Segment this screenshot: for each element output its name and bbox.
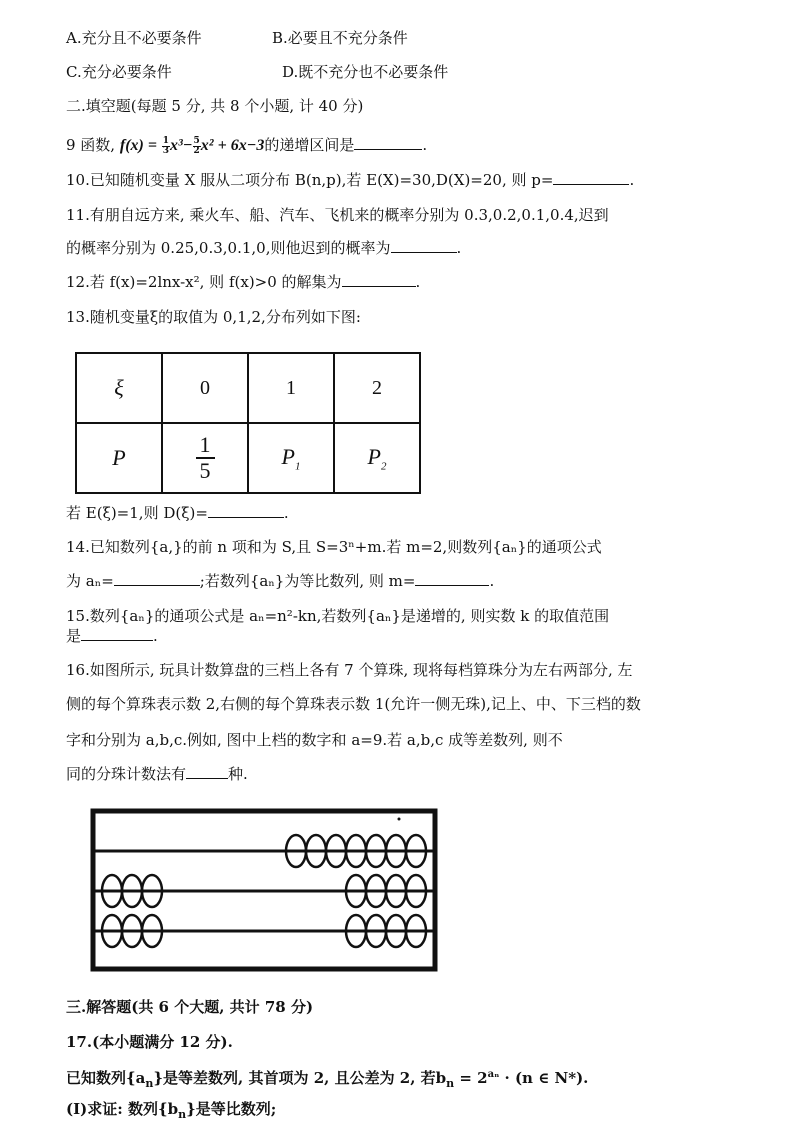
- p1-subscript: 1: [294, 460, 301, 473]
- question-13: 13.随机变量ξ的取值为 0,1,2,分布列如下图:: [66, 308, 361, 326]
- section2-header: 二.填空题(每题 5 分, 共 8 个小题, 计 40 分): [66, 97, 364, 115]
- abacus-dot: [398, 818, 401, 821]
- table-cell-p-label: P: [76, 423, 162, 493]
- distribution-row-probabilities: [76, 423, 420, 493]
- q9-frac1-den: 3: [162, 145, 170, 156]
- q15-line2: 是: [66, 627, 82, 645]
- q14-answer-blank-1[interactable]: [114, 571, 200, 586]
- q17-stmt-b: }是等差数列, 其首项为 2, 且公差为 2, 若b: [153, 1069, 447, 1087]
- q14-end: .: [489, 572, 495, 590]
- fraction-denominator: 5: [199, 457, 211, 483]
- distribution-row-values: [76, 353, 420, 423]
- choice-c: C.充分必要条件: [66, 63, 172, 81]
- table-cell-1: 1: [248, 353, 334, 423]
- q15-answer-blank[interactable]: [81, 626, 153, 641]
- q14-line2b: ;若数列{aₙ}为等比数列, 则 m=: [199, 572, 416, 590]
- q14-line2a: 为 aₙ=: [66, 572, 114, 590]
- question-16-line-2: 侧的每个算珠表示数 2,右侧的每个算珠表示数 1(允许一侧无珠),记上、中、下三档的数: [66, 695, 641, 713]
- q14-answer-blank-2[interactable]: [415, 571, 489, 586]
- question-11-line-1: 11.有朋自远方来, 乘火车、船、汽车、飞机来的概率分别为 0.3,0.2,0.1,0.4,迟到: [66, 206, 609, 224]
- question-14-line-1: 14.已知数列{a,}的前 n 项和为 S,且 S=3ⁿ+m.若 m=2,则数列{aₙ}的通项公式: [66, 538, 602, 556]
- table-cell-p1: [248, 423, 334, 493]
- q17-stmt-c: = 2: [454, 1069, 488, 1087]
- q9-end: .: [422, 136, 428, 154]
- choice-d: D.既不充分也不必要条件: [282, 63, 449, 81]
- q9-fraction-2: [193, 137, 201, 156]
- q16-line4b: 种.: [228, 765, 248, 783]
- q12-answer-blank[interactable]: [342, 272, 416, 287]
- question-17-title: 17.(本小题满分 12 分).: [66, 1033, 233, 1051]
- question-16-line-4: [66, 764, 248, 784]
- q9-fraction-1: [162, 137, 170, 156]
- question-16-line-1: 16.如图所示, 玩具计数算盘的三档上各有 7 个算珠, 现将每档算珠分为左右两部分, 左: [66, 661, 633, 679]
- q9-frac2-den: 2: [193, 145, 200, 156]
- q17-exponent: aₙ: [487, 1069, 500, 1080]
- question-10: [66, 170, 634, 190]
- q9-answer-blank[interactable]: [354, 135, 422, 150]
- q13-end: .: [283, 504, 289, 522]
- distribution-table: [75, 352, 421, 494]
- q12-end: .: [415, 273, 421, 291]
- question-16-line-3: 字和分别为 a,b,c.例如, 图中上档的数字和 a=9.若 a,b,c 成等差数列, 则不: [66, 731, 563, 749]
- question-12: [66, 272, 420, 292]
- choice-a: A.充分且不必要条件: [66, 29, 202, 47]
- abacus-rods: [95, 835, 433, 947]
- abacus-figure: [90, 808, 440, 974]
- question-9: [66, 133, 427, 158]
- question-14-line-2: [66, 571, 494, 591]
- q9-prefix: 9 函数,: [66, 136, 116, 154]
- q13-after-text: 若 E(ξ)=1,则 D(ξ)=: [66, 504, 208, 522]
- q10-answer-blank[interactable]: [553, 170, 629, 185]
- table-cell-2: 2: [334, 353, 420, 423]
- q11-end: .: [456, 239, 462, 257]
- q15-end: .: [153, 627, 158, 645]
- table-cell-xi: ξ: [76, 353, 162, 423]
- p2-label: P: [367, 443, 381, 469]
- p2-subscript: 2: [380, 460, 387, 473]
- question-17-statement: [66, 1065, 588, 1094]
- q10-end: .: [629, 171, 635, 189]
- q11-answer-blank[interactable]: [391, 238, 457, 253]
- q16-answer-blank[interactable]: [186, 764, 228, 779]
- q9-frac2-num: 5: [193, 135, 200, 146]
- question-11-line-2: [66, 238, 461, 258]
- table-cell-p2: [334, 423, 420, 493]
- q9-term2: x² + 6x−3: [200, 137, 265, 154]
- q9-term1: x³−: [170, 137, 193, 154]
- q17-sub-n-1: n: [145, 1077, 154, 1090]
- question-15-line-2: [66, 626, 158, 646]
- fraction-numerator: 1: [196, 433, 215, 459]
- q17-stmt-a: 已知数列{a: [66, 1069, 146, 1087]
- q17-part1: (Ⅰ)求证: 数列{b: [66, 1100, 179, 1118]
- q13-answer-blank[interactable]: [208, 503, 284, 518]
- q9-func-lhs: f(x) =: [119, 137, 157, 154]
- q10-text: 10.已知随机变量 X 服从二项分布 B(n,p),若 E(X)=30,D(X)=20, 则 p=: [66, 171, 554, 189]
- choice-b: B.必要且不充分条件: [272, 29, 408, 47]
- question-13-variance: [66, 503, 289, 523]
- one-fifth-fraction: [196, 433, 215, 483]
- q17-stmt-d: · (n ∈ N*).: [499, 1069, 589, 1087]
- q11-line2-text: 的概率分别为 0.25,0.3,0.1,0,则他迟到的概率为: [66, 239, 391, 257]
- section3-header: 三.解答题(共 6 个大题, 共计 78 分): [66, 998, 314, 1016]
- table-cell-fraction: [162, 423, 248, 493]
- question-17-part-1: [66, 1099, 276, 1125]
- q9-frac1-num: 1: [162, 135, 170, 146]
- q17-sub-n-2: n: [446, 1077, 455, 1090]
- question-15-line-1: 15.数列{aₙ}的通项公式是 aₙ=n²-kn,若数列{aₙ}是递增的, 则实数 k 的取值范围: [66, 607, 610, 625]
- q16-line4a: 同的分珠计数法有: [66, 765, 187, 783]
- q9-suffix: 的递增区间是: [264, 136, 355, 154]
- p1-label: P: [281, 443, 295, 469]
- q17-sub-n-3: n: [178, 1108, 187, 1121]
- table-cell-0: 0: [162, 353, 248, 423]
- q12-text: 12.若 f(x)=2lnx-x², 则 f(x)>0 的解集为: [66, 273, 342, 291]
- q17-part1-end: }是等比数列;: [186, 1100, 277, 1118]
